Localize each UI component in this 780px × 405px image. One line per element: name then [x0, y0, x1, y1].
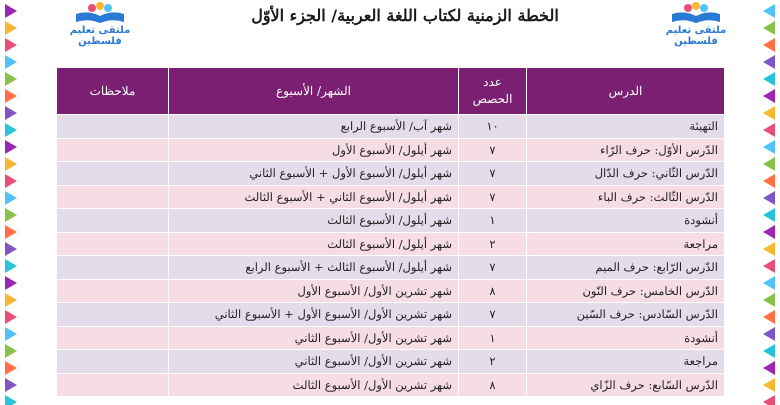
month-cell: شهر تشرين الأول/ الأسبوع الثاني — [169, 350, 459, 374]
triangle-decoration — [5, 310, 17, 324]
table-row — [57, 115, 725, 139]
lesson-cell: مراجعة — [527, 232, 725, 256]
triangle-decoration — [763, 157, 775, 171]
count-cell: ٧ — [459, 185, 527, 209]
notes-cell — [57, 350, 169, 374]
book-logo-icon — [72, 2, 128, 24]
triangle-decoration — [763, 4, 775, 18]
lesson-cell: الدّرس السّادس: حرف السّين — [527, 303, 725, 327]
decorative-border-right — [756, 0, 780, 405]
table-row — [57, 232, 725, 256]
table-row — [57, 326, 725, 350]
lesson-cell: التهيئة — [527, 115, 725, 139]
triangle-decoration — [763, 38, 775, 52]
table-row — [57, 350, 725, 374]
lesson-cell: أنشودة — [527, 326, 725, 350]
triangle-decoration — [5, 55, 17, 69]
lesson-cell: أنشودة — [527, 209, 725, 233]
month-cell: شهر أيلول/ الأسبوع الثالث — [169, 209, 459, 233]
count-cell: ٨ — [459, 279, 527, 303]
triangle-decoration — [5, 259, 17, 273]
notes-cell — [57, 303, 169, 327]
table-row — [57, 373, 725, 397]
count-cell: ٨ — [459, 373, 527, 397]
triangle-decoration — [5, 174, 17, 188]
count-cell: ٧ — [459, 138, 527, 162]
table-row — [57, 138, 725, 162]
triangle-decoration — [5, 21, 17, 35]
notes-cell — [57, 256, 169, 280]
decorative-border-left — [0, 0, 24, 405]
table-header-row — [57, 68, 725, 115]
month-cell: شهر تشرين الأول/ الأسبوع الأول — [169, 279, 459, 303]
triangle-decoration — [5, 157, 17, 171]
triangle-decoration — [5, 293, 17, 307]
month-cell: شهر أيلول/ الأسبوع الثالث + الأسبوع الرابع — [169, 256, 459, 280]
page-title: الخطة الزمنية لكتاب اللغة العربية/ الجزء الأوّل — [251, 6, 559, 25]
count-cell: ١ — [459, 209, 527, 233]
triangle-decoration — [5, 123, 17, 137]
triangle-decoration — [763, 242, 775, 256]
table-row — [57, 279, 725, 303]
triangle-decoration — [5, 361, 17, 375]
book-logo-icon — [668, 2, 724, 24]
triangle-decoration — [5, 72, 17, 86]
notes-cell — [57, 115, 169, 139]
triangle-decoration — [763, 208, 775, 222]
month-cell: شهر تشرين الأول/ الأسبوع الثالث — [169, 373, 459, 397]
table-row — [57, 209, 725, 233]
notes-cell — [57, 162, 169, 186]
table-row — [57, 256, 725, 280]
triangle-decoration — [763, 106, 775, 120]
triangle-decoration — [763, 395, 775, 405]
month-cell: شهر أيلول/ الأسبوع الأول + الأسبوع الثاني — [169, 162, 459, 186]
month-cell: شهر تشرين الأول/ الأسبوع الثاني — [169, 326, 459, 350]
logo-text: ملتقى تعليم فلسطين — [665, 25, 727, 47]
count-cell: ٧ — [459, 162, 527, 186]
month-cell: شهر أيلول/ الأسبوع الثالث — [169, 232, 459, 256]
header-count — [459, 68, 527, 115]
schedule-table — [56, 67, 725, 397]
triangle-decoration — [763, 344, 775, 358]
logo-right — [646, 2, 746, 46]
triangle-decoration — [5, 140, 17, 154]
triangle-decoration — [5, 242, 17, 256]
triangle-decoration — [5, 89, 17, 103]
notes-cell — [57, 232, 169, 256]
header-count-line1: عدد — [483, 75, 502, 89]
table-row — [57, 303, 725, 327]
triangle-decoration — [5, 208, 17, 222]
count-cell: ٢ — [459, 350, 527, 374]
notes-cell — [57, 279, 169, 303]
month-cell: شهر أيلول/ الأسبوع الثاني + الأسبوع الثالث — [169, 185, 459, 209]
header-notes: ملاحظات — [57, 68, 169, 115]
lesson-cell: الدّرس السّابع: حرف الزّاي — [527, 373, 725, 397]
triangle-decoration — [763, 378, 775, 392]
triangle-decoration — [763, 276, 775, 290]
lesson-cell: الدّرس الثّاني: حرف الدّال — [527, 162, 725, 186]
triangle-decoration — [5, 38, 17, 52]
notes-cell — [57, 326, 169, 350]
notes-cell — [57, 138, 169, 162]
month-cell: شهر آب/ الأسبوع الرابع — [169, 115, 459, 139]
triangle-decoration — [763, 21, 775, 35]
triangle-decoration — [763, 72, 775, 86]
triangle-decoration — [5, 327, 17, 341]
count-cell: ٧ — [459, 256, 527, 280]
table-row — [57, 185, 725, 209]
triangle-decoration — [5, 191, 17, 205]
count-cell: ٧ — [459, 303, 527, 327]
triangle-decoration — [763, 140, 775, 154]
notes-cell — [57, 209, 169, 233]
month-cell: شهر تشرين الأول/ الأسبوع الأول + الأسبوع الثاني — [169, 303, 459, 327]
triangle-decoration — [5, 4, 17, 18]
triangle-decoration — [5, 344, 17, 358]
count-cell: ١٠ — [459, 115, 527, 139]
triangle-decoration — [763, 310, 775, 324]
lesson-cell: مراجعة — [527, 350, 725, 374]
notes-cell — [57, 373, 169, 397]
triangle-decoration — [763, 293, 775, 307]
triangle-decoration — [5, 225, 17, 239]
logo-text: ملتقى تعليم فلسطين — [69, 25, 131, 47]
header-count-line2: الحصص — [472, 92, 513, 106]
header-lesson: الدرس — [527, 68, 725, 115]
triangle-decoration — [763, 123, 775, 137]
lesson-cell: الدّرس الأوّل: حرف الرّاء — [527, 138, 725, 162]
triangle-decoration — [763, 174, 775, 188]
month-cell: شهر أيلول/ الأسبوع الأول — [169, 138, 459, 162]
triangle-decoration — [763, 191, 775, 205]
triangle-decoration — [763, 259, 775, 273]
triangle-decoration — [763, 89, 775, 103]
triangle-decoration — [5, 395, 17, 405]
lesson-cell: الدّرس الرّابع: حرف الميم — [527, 256, 725, 280]
count-cell: ١ — [459, 326, 527, 350]
triangle-decoration — [5, 276, 17, 290]
notes-cell — [57, 185, 169, 209]
triangle-decoration — [763, 361, 775, 375]
logo-left — [50, 2, 150, 46]
lesson-cell: الدّرس الثّالث: حرف الباء — [527, 185, 725, 209]
triangle-decoration — [763, 327, 775, 341]
lesson-cell: الدّرس الخامس: حرف النّون — [527, 279, 725, 303]
triangle-decoration — [763, 55, 775, 69]
triangle-decoration — [763, 225, 775, 239]
header-month-week: الشهر/ الأسبوع — [169, 68, 459, 115]
triangle-decoration — [5, 106, 17, 120]
triangle-decoration — [5, 378, 17, 392]
table-row — [57, 162, 725, 186]
count-cell: ٢ — [459, 232, 527, 256]
